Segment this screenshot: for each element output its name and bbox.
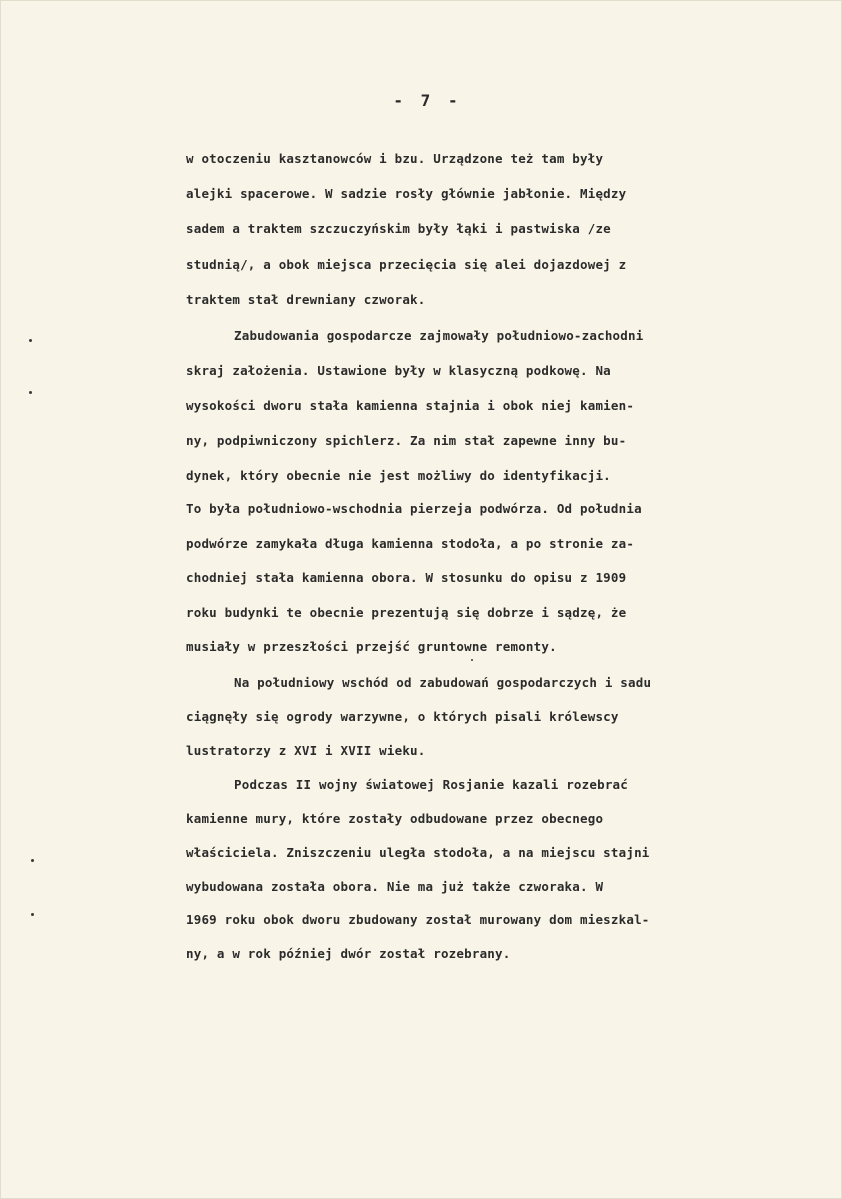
text-line: traktem stał drewniany czworak.	[186, 292, 426, 307]
text-line: alejki spacerowe. W sadzie rosły głównie jabłonie. Między	[186, 186, 627, 201]
text-line: sadem a traktem szczuczyńskim były łąki i pastwiska /ze	[186, 221, 611, 236]
text-line: chodniej stała kamienna obora. W stosunku do opisu z 1909	[186, 570, 627, 585]
text-line: studnią/, a obok miejsca przecięcia się alei dojazdowej z	[186, 257, 627, 272]
text-line: musiały w przeszłości przejść gruntowne remonty.	[186, 639, 557, 654]
margin-mark	[29, 339, 32, 342]
text-line: 1969 roku obok dworu zbudowany został murowany dom mieszkal-	[186, 912, 650, 927]
text-line: roku budynki te obecnie prezentują się dobrze i sądzę, że	[186, 605, 627, 620]
text-line: lustratorzy z XVI i XVII wieku.	[186, 743, 426, 758]
text-line: dynek, który obecnie nie jest możliwy do identyfikacji.	[186, 468, 611, 483]
text-line: skraj założenia. Ustawione były w klasyczną podkowę. Na	[186, 363, 611, 378]
page-number: - 7 -	[393, 91, 459, 110]
text-line: ny, a w rok później dwór został rozebrany.	[186, 946, 511, 961]
margin-mark	[471, 659, 473, 661]
text-line: kamienne mury, które zostały odbudowane przez obecnego	[186, 811, 604, 826]
margin-mark	[31, 859, 34, 862]
text-line: Na południowy wschód od zabudowań gospodarczych i sadu	[234, 675, 652, 690]
text-line: podwórze zamykała długa kamienna stodoła, a po stronie za-	[186, 536, 635, 551]
text-line: Podczas II wojny światowej Rosjanie kazali rozebrać	[234, 777, 629, 792]
text-line: To była południowo-wschodnia pierzeja podwórza. Od południa	[186, 501, 642, 516]
text-line: Zabudowania gospodarcze zajmowały południowo-zachodni	[234, 328, 644, 343]
text-line: wybudowana została obora. Nie ma już także czworaka. W	[186, 879, 604, 894]
text-line: w otoczeniu kasztanowców i bzu. Urządzone też tam były	[186, 151, 604, 166]
text-line: wysokości dworu stała kamienna stajnia i obok niej kamien-	[186, 398, 635, 413]
text-line: ciągnęły się ogrody warzywne, o których pisali królewscy	[186, 709, 619, 724]
margin-mark	[29, 391, 32, 394]
margin-mark	[31, 913, 34, 916]
text-line: właściciela. Zniszczeniu uległa stodoła, a na miejscu stajni	[186, 845, 650, 860]
text-line: ny, podpiwniczony spichlerz. Za nim stał zapewne inny bu-	[186, 433, 627, 448]
